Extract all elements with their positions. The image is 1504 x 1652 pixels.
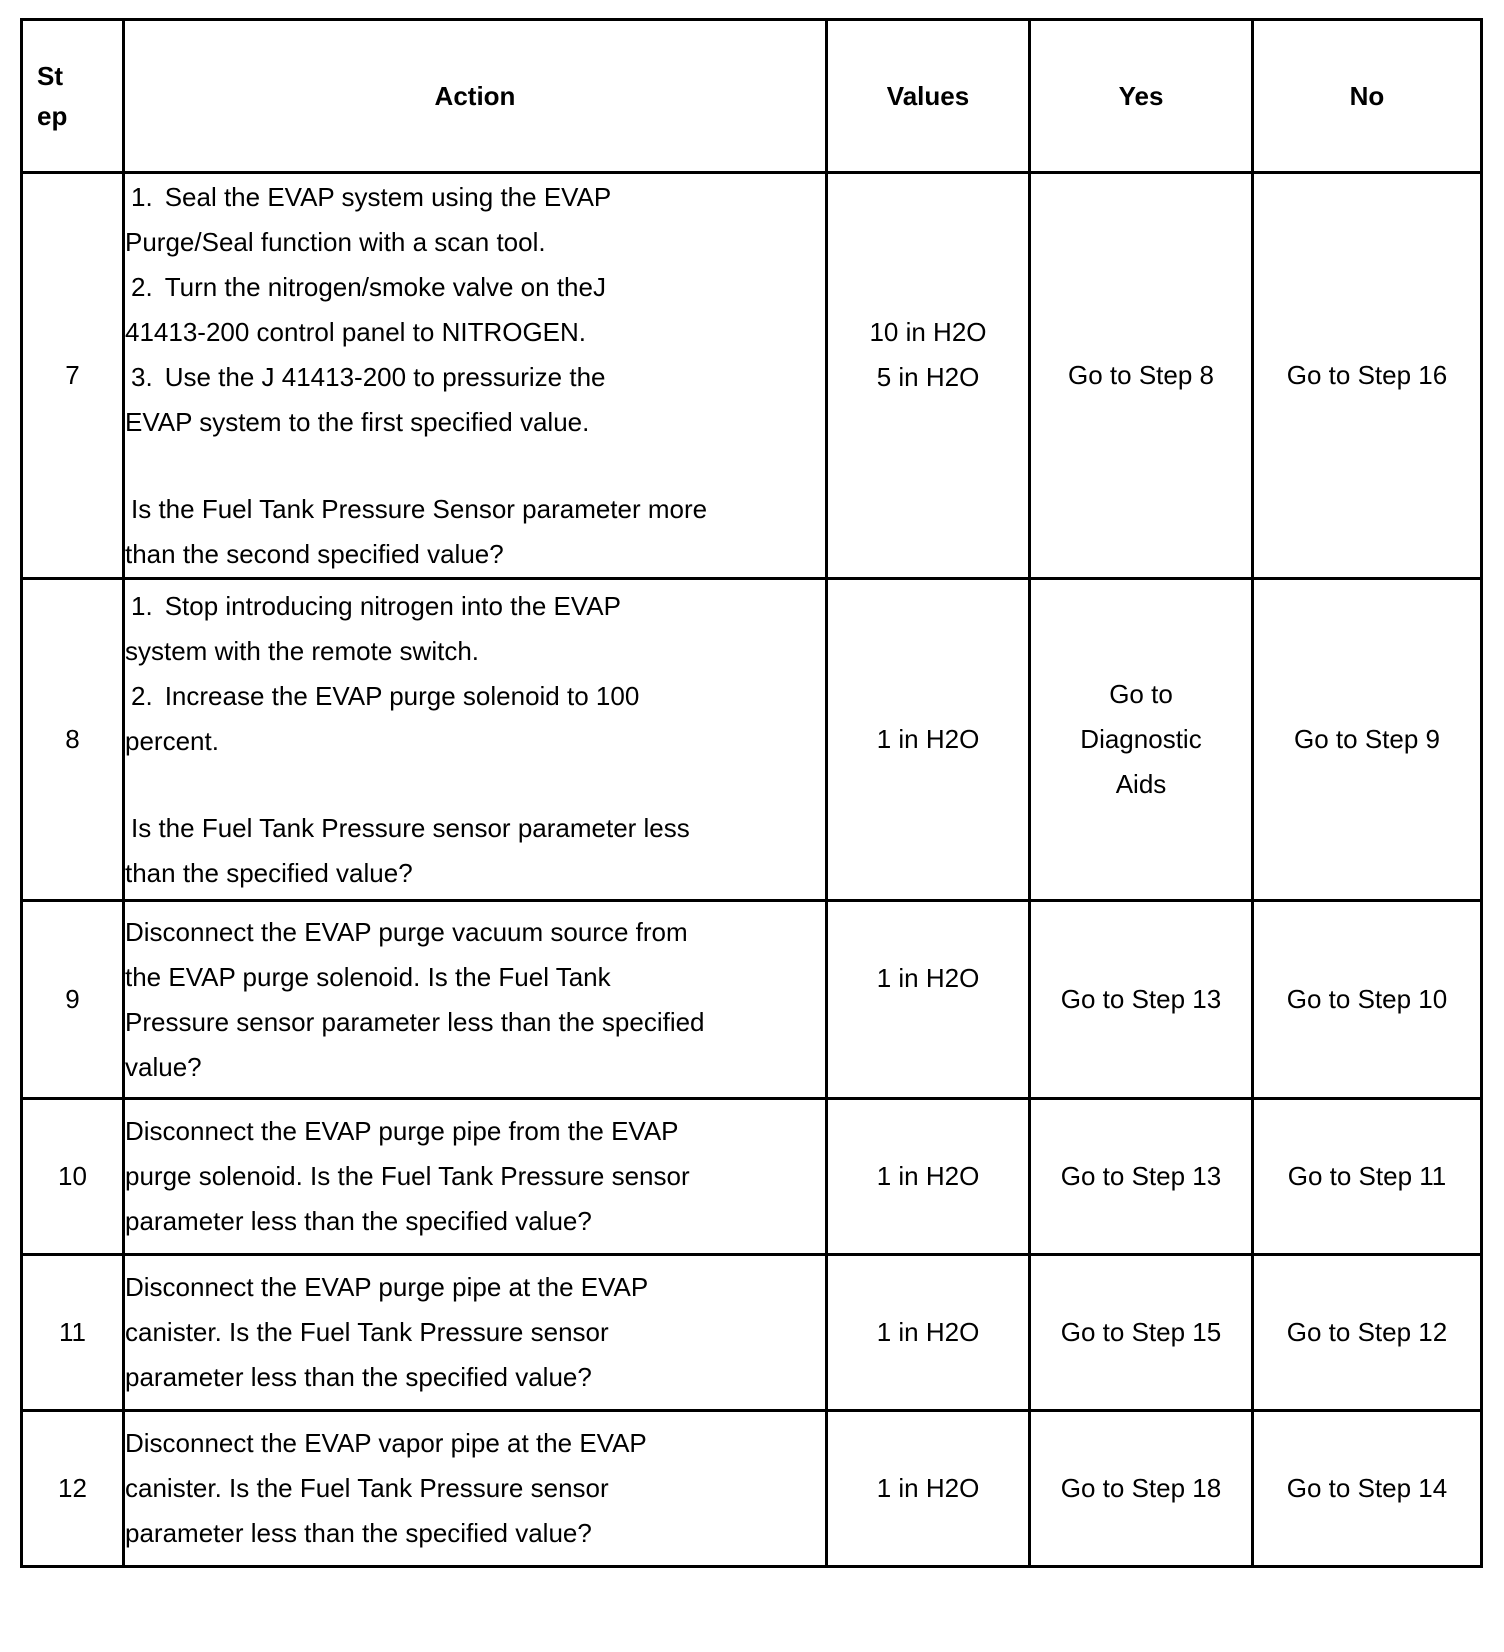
header-values: Values <box>827 20 1030 173</box>
table-row <box>22 901 1482 1099</box>
header-step: St ep <box>22 20 124 173</box>
step-number: 7 <box>22 173 124 579</box>
header-action: Action <box>124 20 827 173</box>
step-number: 12 <box>22 1411 124 1567</box>
header-yes: Yes <box>1030 20 1253 173</box>
values-cell: 10 in H2O 5 in H2O <box>827 173 1030 579</box>
table-row <box>22 1255 1482 1411</box>
action-step-line: system with the remote switch. <box>125 635 479 666</box>
table-row <box>22 1099 1482 1255</box>
action-cell: Disconnect the EVAP purge vacuum source from the EVAP purge solenoid. Is the Fuel Tank Pressure sensor parameter less than the specified value? <box>124 901 827 1099</box>
yes-cell: Go to Step 15 <box>1030 1255 1253 1411</box>
values-cell: 1 in H2O <box>827 1099 1030 1255</box>
no-cell: Go to Step 16 <box>1253 173 1482 579</box>
action-cell <box>124 579 827 901</box>
step-number: 10 <box>22 1099 124 1255</box>
action-question: Is the Fuel Tank Pressure sensor parameter less <box>131 812 690 843</box>
step-number: 8 <box>22 579 124 901</box>
action-question: than the second specified value? <box>125 538 504 569</box>
action-question: Is the Fuel Tank Pressure Sensor parameter more <box>131 493 708 524</box>
header-no: No <box>1253 20 1482 173</box>
diagnostic-table <box>20 18 1483 1568</box>
no-cell: Go to Step 11 <box>1253 1099 1482 1255</box>
action-step-line: 2. Turn the nitrogen/smoke valve on theJ <box>131 271 606 302</box>
action-step-line: 3. Use the J 41413-200 to pressurize the <box>131 361 606 392</box>
action-cell: Disconnect the EVAP vapor pipe at the EVAP canister. Is the Fuel Tank Pressure sensor parameter less than the specified value? <box>124 1411 827 1567</box>
action-cell: Disconnect the EVAP purge pipe from the EVAP purge solenoid. Is the Fuel Tank Pressure sensor parameter less than the specified value? <box>124 1099 827 1255</box>
action-step-line: Purge/Seal function with a scan tool. <box>125 226 546 257</box>
header-row <box>22 20 1482 173</box>
action-step-line: 2. Increase the EVAP purge solenoid to 100 <box>131 680 640 711</box>
table-row <box>22 579 1482 901</box>
no-cell: Go to Step 14 <box>1253 1411 1482 1567</box>
no-cell: Go to Step 9 <box>1253 579 1482 901</box>
step-number: 11 <box>22 1255 124 1411</box>
yes-cell: Go to Step 8 <box>1030 173 1253 579</box>
action-step-line: 1. Stop introducing nitrogen into the EVAP <box>131 590 621 621</box>
action-cell <box>124 173 827 579</box>
table-row <box>22 1411 1482 1567</box>
yes-cell: Go to Step 18 <box>1030 1411 1253 1567</box>
action-step-line: percent. <box>125 725 219 756</box>
values-cell: 1 in H2O <box>827 1255 1030 1411</box>
values-cell: 1 in H2O <box>827 901 1030 1099</box>
no-cell: Go to Step 10 <box>1253 901 1482 1099</box>
yes-cell: Go to Step 13 <box>1030 1099 1253 1255</box>
values-cell: 1 in H2O <box>827 1411 1030 1567</box>
table-row <box>22 173 1482 579</box>
yes-cell: Go to Diagnostic Aids <box>1030 579 1253 901</box>
action-step-line: 1. Seal the EVAP system using the EVAP <box>131 181 612 212</box>
action-question: than the specified value? <box>125 857 413 888</box>
values-cell: 1 in H2O <box>827 579 1030 901</box>
action-step-line: EVAP system to the first specified value. <box>125 406 590 437</box>
action-step-line: 41413-200 control panel to NITROGEN. <box>125 316 587 347</box>
step-number: 9 <box>22 901 124 1099</box>
no-cell: Go to Step 12 <box>1253 1255 1482 1411</box>
yes-cell: Go to Step 13 <box>1030 901 1253 1099</box>
action-cell: Disconnect the EVAP purge pipe at the EVAP canister. Is the Fuel Tank Pressure sensor parameter less than the specified value? <box>124 1255 827 1411</box>
